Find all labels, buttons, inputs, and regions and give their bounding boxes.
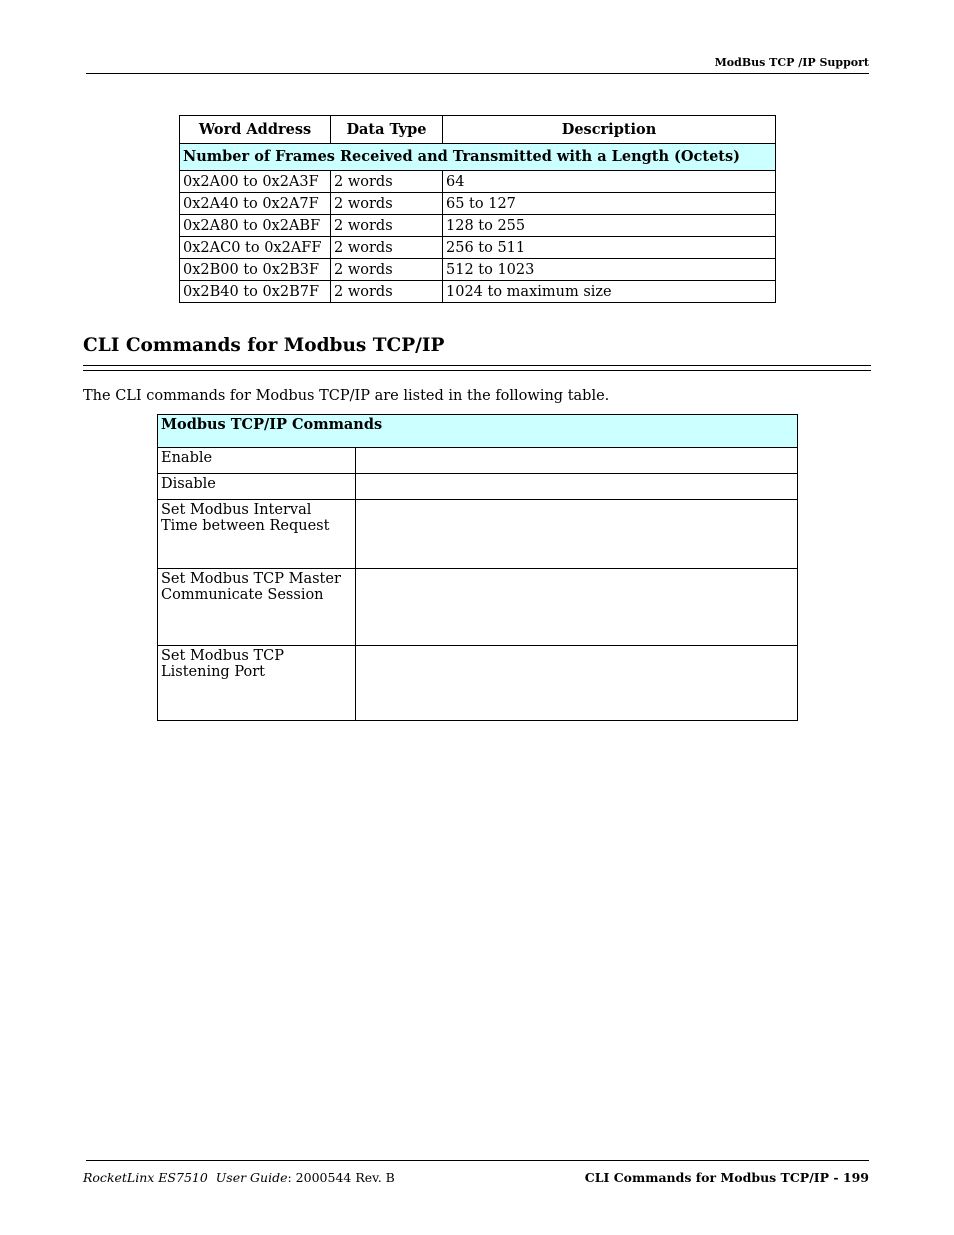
command-syntax: [356, 474, 798, 500]
word-address-cell: 0x2AC0 to 0x2AFF: [180, 237, 331, 259]
description-cell: 256 to 511: [443, 237, 776, 259]
running-header-title: ModBus TCP /IP Support: [714, 56, 869, 69]
data-type-cell: 2 words: [331, 171, 443, 193]
command-syntax: [356, 448, 798, 474]
word-address-cell: 0x2A40 to 0x2A7F: [180, 193, 331, 215]
description-cell: 512 to 1023: [443, 259, 776, 281]
table-row: [158, 448, 798, 474]
running-header: [86, 56, 869, 74]
register-group-title: Number of Frames Received and Transmitted with a Length (Octets): [180, 144, 776, 171]
table-row: [180, 193, 776, 215]
table-row: [158, 500, 798, 569]
word-address-cell: 0x2B00 to 0x2B3F: [180, 259, 331, 281]
data-type-cell: 2 words: [331, 237, 443, 259]
commands-table: [157, 414, 798, 721]
table-row: [158, 646, 798, 721]
table-row: [180, 281, 776, 303]
command-label: Enable: [158, 448, 356, 474]
command-syntax: [356, 569, 798, 646]
heading-rule: [83, 365, 871, 366]
table-row: [180, 237, 776, 259]
command-label: Set Modbus TCP Master Communicate Session: [158, 569, 356, 646]
commands-table-header: [158, 415, 798, 448]
table-row: [180, 259, 776, 281]
word-address-cell: 0x2B40 to 0x2B7F: [180, 281, 331, 303]
footer-document-info: [83, 1170, 395, 1185]
command-syntax: [356, 500, 798, 569]
column-header-data-type: Data Type: [331, 116, 443, 144]
commands-table-title: Modbus TCP/IP Commands: [158, 415, 798, 448]
register-table: [179, 115, 776, 303]
word-address-cell: 0x2A00 to 0x2A3F: [180, 171, 331, 193]
data-type-cell: 2 words: [331, 281, 443, 303]
word-address-cell: 0x2A80 to 0x2ABF: [180, 215, 331, 237]
register-table-header: [180, 116, 776, 144]
table-row: [158, 569, 798, 646]
table-row: [158, 474, 798, 500]
command-syntax: [356, 646, 798, 721]
description-cell: 128 to 255: [443, 215, 776, 237]
footer-doc-number: : 2000544 Rev. B: [287, 1170, 395, 1185]
data-type-cell: 2 words: [331, 193, 443, 215]
description-cell: 65 to 127: [443, 193, 776, 215]
footer-page-label: CLI Commands for Modbus TCP/IP - 199: [584, 1170, 869, 1185]
command-label: Disable: [158, 474, 356, 500]
heading-rule: [83, 370, 871, 371]
command-label: Set Modbus Interval Time between Request: [158, 500, 356, 569]
data-type-cell: 2 words: [331, 215, 443, 237]
table-row: [180, 171, 776, 193]
intro-paragraph: The CLI commands for Modbus TCP/IP are listed in the following table.: [83, 388, 610, 404]
column-header-description: Description: [443, 116, 776, 144]
column-header-word-address: Word Address: [180, 116, 331, 144]
footer-rule: [86, 1160, 869, 1161]
description-cell: 64: [443, 171, 776, 193]
description-cell: 1024 to maximum size: [443, 281, 776, 303]
data-type-cell: 2 words: [331, 259, 443, 281]
table-row: [180, 215, 776, 237]
section-heading: CLI Commands for Modbus TCP/IP: [83, 335, 445, 356]
footer-product: RocketLinx ES7510: [83, 1170, 208, 1185]
register-group-row: [180, 144, 776, 171]
footer-guide: User Guide: [215, 1170, 288, 1185]
command-label: Set Modbus TCP Listening Port: [158, 646, 356, 721]
